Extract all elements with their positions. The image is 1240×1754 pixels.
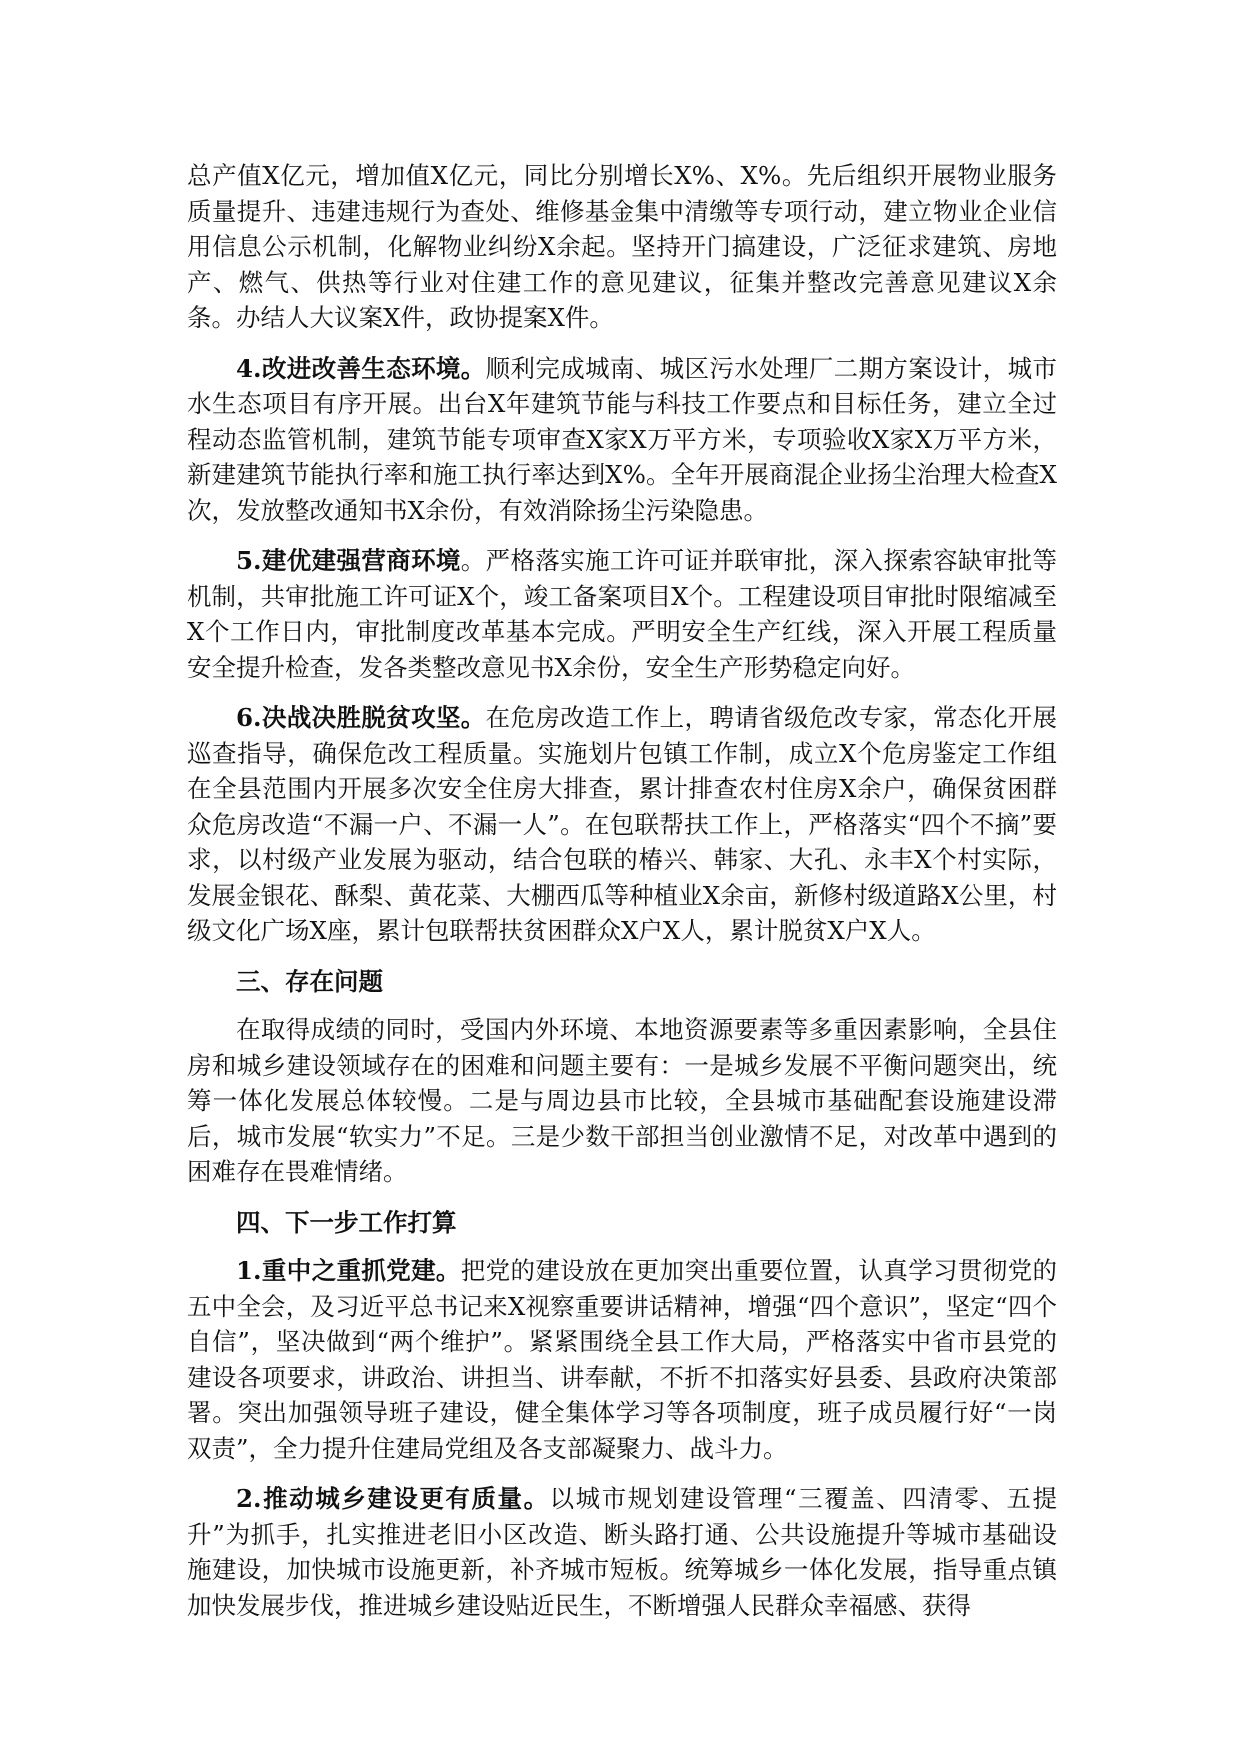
paragraph-problems: 在取得成绩的同时，受国内外环境、本地资源要素等多重因素影响，全县住房和城乡建设领域存在的困难和问题主要有：一是城乡发展不平衡问题突出，统筹一体化发展总体较慢。二是与周边县市比较，全县城市基础配套设施建设滞后，城市发展“软实力”不足。三是少数干部担当创业激情不足，对改革中遇到的困难存在畏难情绪。 [187, 1015, 1057, 1186]
paragraph-ecology [187, 351, 1057, 529]
paragraph-body: 把党的建设放在更加突出重要位置，认真学习贯彻党的五中全会，及习近平总书记来X视察重要讲话精神，增强“四个意识”，坚定“四个自信”，坚决做到“两个维护”。紧紧围绕全县工作大局，严格落实中省市县党的建设各项要求，讲政治、讲担当、讲奉献，不折不扣落实好县委、县政府决策部署。突出加强领导班子建设，健全集体学习等各项制度，班子成员履行好“一岗双责”，全力提升住建局党组及各支部凝聚力、战斗力。 [187, 1256, 1058, 1463]
paragraph-lead: 4.改进改善生态环境。 [236, 353, 486, 383]
paragraph-body: 顺利完成城南、城区污水处理厂二期方案设计，城市水生态项目有序开展。出台X年建筑节能与科技工作要点和目标任务，建立全过程动态监管机制，建筑节能专项审查X家X万平方米，专项验收X家X万平方米，新建建筑节能执行率和施工执行率达到X%。全年开展商混企业扬尘治理大检查X次，发放整改通知书X余份，有效消除扬尘污染隐患。 [187, 353, 1058, 525]
paragraph-urban-rural [187, 1481, 1057, 1623]
paragraph-lead: 1.重中之重抓党建。 [236, 1256, 461, 1285]
paragraph-business-environment [187, 543, 1057, 685]
document-page [187, 158, 1057, 1638]
paragraph-continuation: 总产值X亿元，增加值X亿元，同比分别增长X%、X%。先后组织开展物业服务质量提升、违建违规行为查处、维修基金集中清缴等专项行动，建立物业企业信用信息公示机制，化解物业纠纷X余起。坚持开门搞建设，广泛征求建筑、房地产、燃气、供热等行业对住建工作的意见建议，征集并整改完善意见建议X余条。办结人大议案X件，政协提案X件。 [187, 161, 1057, 332]
paragraph-body: 。严格落实施工许可证并联审批，深入探索容缺审批等机制，共审批施工许可证X个，竣工备案项目X个。工程建设项目审批时限缩减至X个工作日内，审批制度改革基本完成。严明安全生产红线，深入开展工程质量安全提升检查，发各类整改意见书X余份，安全生产形势稳定向好。 [187, 546, 1058, 682]
paragraph-lead: 5.建优建强营商环境 [236, 546, 461, 575]
paragraph-lead: 6.决战决胜脱贫攻坚。 [236, 703, 486, 732]
paragraph-body: 以城市规划建设管理“三覆盖、四清零、五提升”为抓手，扎实推进老旧小区改造、断头路打通、公共设施提升等城市基础设施建设，加快城市设施更新，补齐城市短板。统筹城乡一体化发展，指导重点镇加快发展步伐，推进城乡建设贴近民生，不断增强人民群众幸福感、获得 [187, 1484, 1058, 1620]
paragraph-poverty-alleviation [187, 700, 1057, 949]
paragraph-party-building [187, 1253, 1057, 1466]
section-heading-next-steps: 四、下一步工作打算 [236, 1207, 457, 1237]
paragraph-body: 在危房改造工作上，聘请省级危改专家，常态化开展巡查指导，确保危改工程质量。实施划片包镇工作制，成立X个危房鉴定工作组在全县范围内开展多次安全住房大排查，累计排查农村住房X余户，确保贫困群众危房改造“不漏一户、不漏一人”。在包联帮扶工作上，严格落实“四个不摘”要求，以村级产业发展为驱动，结合包联的椿兴、韩家、大孔、永丰X个村实际，发展金银花、酥梨、黄花菜、大棚西瓜等种植业X余亩，新修村级道路X公里，村级文化广场X座，累计包联帮扶贫困群众X户X人，累计脱贫X户X人。 [187, 703, 1058, 945]
section-heading-problems: 三、存在问题 [236, 966, 383, 996]
paragraph-lead: 2.推动城乡建设更有质量。 [236, 1484, 550, 1513]
